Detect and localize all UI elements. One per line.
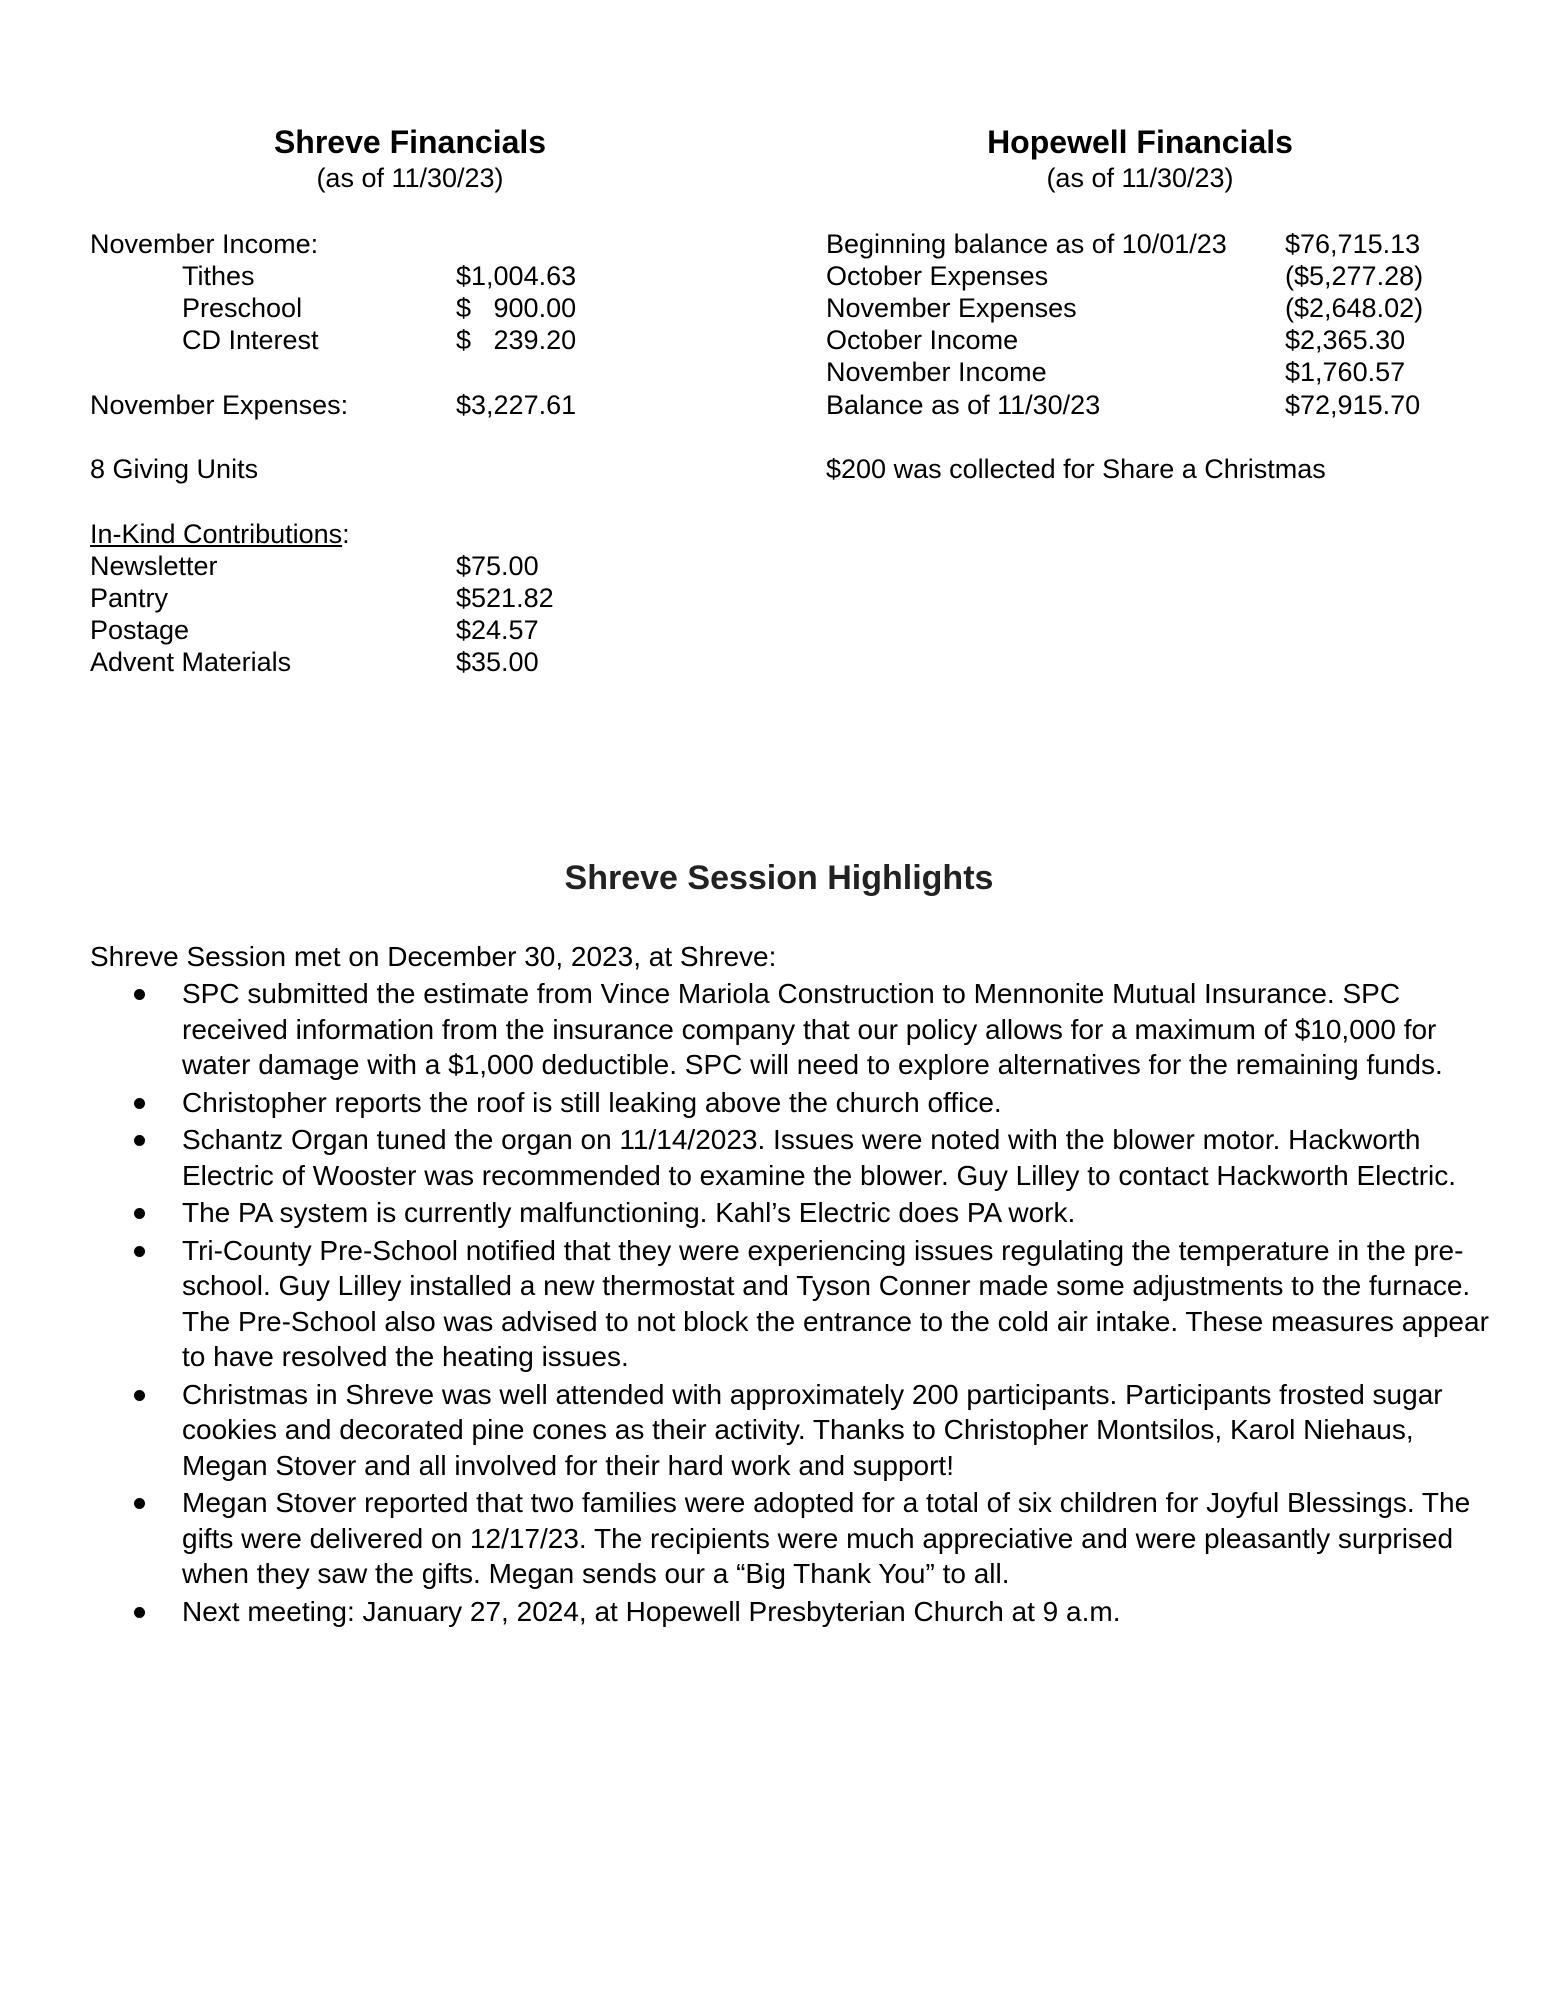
- hopewell-row-value: ($5,277.28): [1285, 261, 1424, 291]
- bullet-icon: [134, 1607, 145, 1618]
- hopewell-row-value: $72,915.70: [1285, 390, 1421, 420]
- shreve-inkind-item-value: $24.57: [456, 615, 539, 645]
- list-item: [90, 1233, 1490, 1375]
- shreve-giving-units: 8 Giving Units: [90, 454, 259, 484]
- hopewell-row-value: $1,760.57: [1285, 357, 1406, 387]
- shreve-inkind-item-label: Postage: [90, 615, 190, 645]
- shreve-inkind-colon: :: [342, 519, 350, 549]
- list-item-text: Schantz Organ tuned the organ on 11/14/2023. Issues were noted with the blower motor. Hackworth Electric of Wooster was recommended to examine the blower. Guy Lilley to contact Hackworth Electric.: [182, 1124, 1457, 1191]
- session-intro: Shreve Session met on December 30, 2023, at Shreve:: [90, 941, 777, 972]
- bullet-icon: [134, 1098, 145, 1109]
- list-item: [90, 1594, 1490, 1630]
- shreve-inkind-label: In-Kind Contributions: [90, 519, 343, 549]
- list-item: [90, 1122, 1490, 1193]
- bullet-icon: [134, 1246, 145, 1257]
- hopewell-row-label: November Expenses: [826, 293, 1077, 323]
- hopewell-financials-title: Hopewell Financials: [987, 124, 1293, 160]
- session-highlights-title: Shreve Session Highlights: [564, 859, 994, 897]
- hopewell-row-value: $2,365.30: [1285, 325, 1406, 355]
- shreve-inkind-item-value: $35.00: [456, 647, 539, 677]
- shreve-financials-title: Shreve Financials: [273, 124, 547, 160]
- shreve-inkind-item-label: Pantry: [90, 583, 169, 613]
- hopewell-row-value: $76,715.13: [1285, 229, 1421, 259]
- list-item: [90, 1195, 1490, 1231]
- list-item: [90, 976, 1490, 1083]
- list-item-text: Tri-County Pre-School notified that they were experiencing issues regulating the temperature in the pre-school. Guy Lilley installed a new thermostat and Tyson Conner made some adjustments to the furnace. The Pre-School also was advised to not block the entrance to the cold air intake. These measures appear to have resolved the heating issues.: [182, 1234, 1489, 1372]
- bullet-icon: [134, 989, 145, 1000]
- shreve-income-item-label: Tithes: [182, 261, 255, 291]
- shreve-income-label: November Income:: [90, 229, 319, 259]
- shreve-inkind-heading: [90, 518, 350, 550]
- shreve-inkind-item-label: Advent Materials: [90, 647, 292, 677]
- bullet-icon: [134, 1390, 145, 1401]
- shreve-income-item-label: Preschool: [182, 293, 303, 323]
- list-item: [90, 1485, 1490, 1592]
- bullet-icon: [134, 1498, 145, 1509]
- hopewell-row-value: ($2,648.02): [1285, 293, 1424, 323]
- hopewell-row-label: Beginning balance as of 10/01/23: [826, 229, 1227, 259]
- list-item-text: Next meeting: January 27, 2024, at Hopewell Presbyterian Church at 9 a.m.: [182, 1595, 1121, 1627]
- hopewell-row-label: October Expenses: [826, 261, 1049, 291]
- shreve-income-item-label: CD Interest: [182, 325, 319, 355]
- shreve-expenses-value: $3,227.61: [456, 390, 577, 420]
- list-item-text: Christopher reports the roof is still leaking above the church office.: [182, 1086, 1002, 1118]
- hopewell-row-label: Balance as of 11/30/23: [826, 390, 1101, 420]
- list-item: [90, 1085, 1490, 1121]
- list-item-text: Christmas in Shreve was well attended with approximately 200 participants. Participants frosted sugar cookies and decorated pine cones as their activity. Thanks to Christopher Montsilos, Karol Niehaus, Megan Stover and all involved for their hard work and support!: [182, 1378, 1443, 1481]
- hopewell-financials-date: (as of 11/30/23): [1046, 163, 1234, 193]
- list-item: [90, 1377, 1490, 1484]
- hopewell-row-label: November Income: [826, 357, 1047, 387]
- shreve-income-item-value: $1,004.63: [456, 261, 577, 291]
- list-item-text: Megan Stover reported that two families were adopted for a total of six children for Joyful Blessings. The gifts were delivered on 12/17/23. The recipients were much appreciative and were pleasantly surprised when they saw the gifts. Megan sends our a “Big Thank You” to all.: [182, 1487, 1471, 1589]
- hopewell-note: $200 was collected for Share a Christmas: [826, 454, 1326, 484]
- list-item-text: SPC submitted the estimate from Vince Mariola Construction to Mennonite Mutual Insurance. SPC received information from the insurance company that our policy allows for a maximum of $10,000 for water damage with a $1,000 deductible. SPC will need to explore alternatives for the remaining funds.: [182, 978, 1443, 1080]
- hopewell-row-label: October Income: [826, 325, 1019, 355]
- shreve-income-item-value: $ 900.00: [456, 293, 577, 323]
- shreve-financials-date: (as of 11/30/23): [316, 163, 504, 193]
- shreve-income-item-value: $ 239.20: [456, 325, 577, 355]
- session-highlights-list: [90, 976, 1490, 1631]
- shreve-inkind-item-value: $75.00: [456, 551, 539, 581]
- bullet-icon: [134, 1208, 145, 1219]
- list-item-text: The PA system is currently malfunctioning. Kahl’s Electric does PA work.: [182, 1197, 1076, 1228]
- shreve-inkind-item-label: Newsletter: [90, 551, 218, 581]
- shreve-expenses-label: November Expenses:: [90, 390, 349, 420]
- bullet-icon: [134, 1135, 145, 1146]
- shreve-inkind-item-value: $521.82: [456, 583, 554, 613]
